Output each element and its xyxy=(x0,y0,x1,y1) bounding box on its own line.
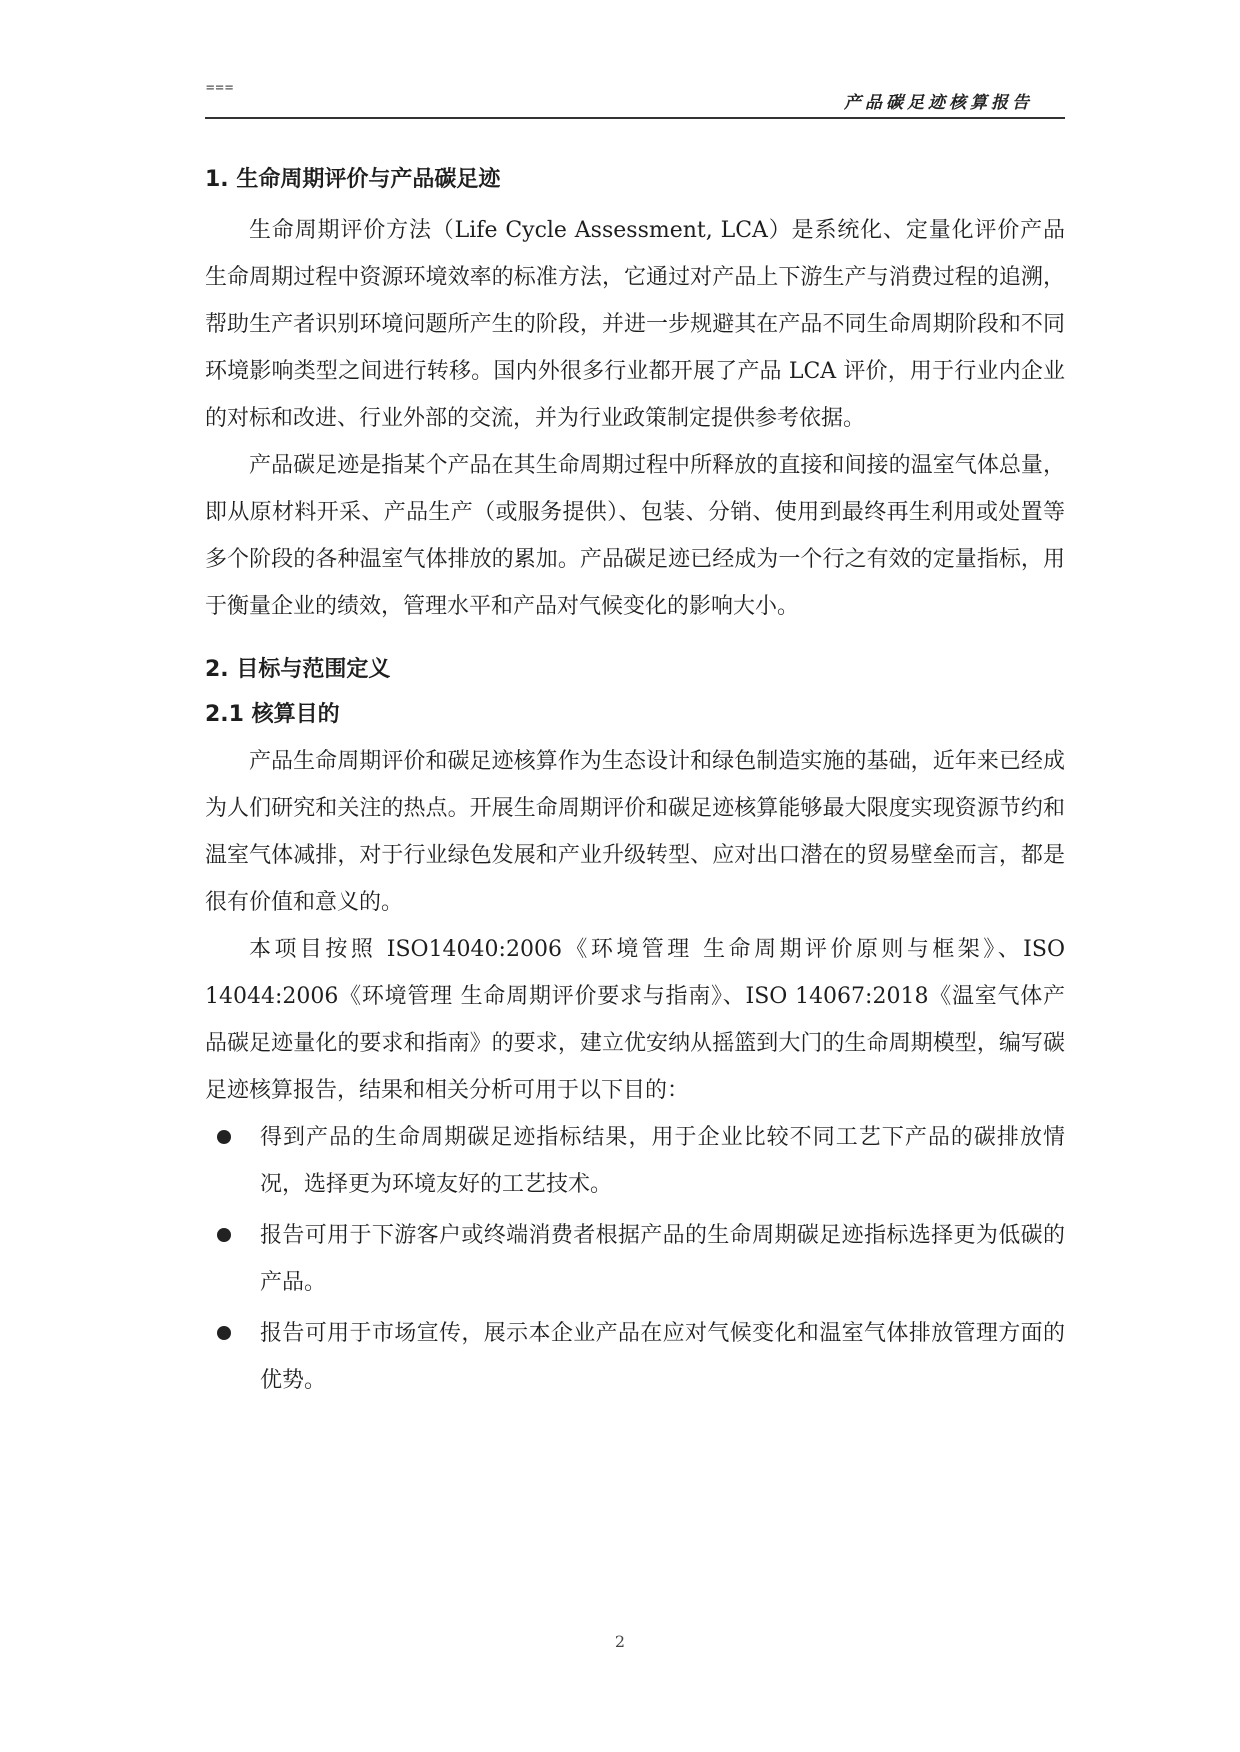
section-1-heading: 1. 生命周期评价与产品碳足迹 xyxy=(205,167,501,192)
section-2-1-paragraph-1: 产品生命周期评价和碳足迹核算作为生态设计和绿色制造实施的基础，近年来已经成为人们研究和关注的热点。开展生命周期评价和碳足迹核算能够最大限度实现资源节约和温室气体减排，对于行业绿色发展和产业升级转型、应对出口潜在的贸易壁垒而言，都是很有价值和意义的。 xyxy=(205,749,1065,915)
header-rule xyxy=(205,117,1065,119)
header-mark: === xyxy=(206,80,235,96)
section-1-paragraph-2: 产品碳足迹是指某个产品在其生命周期过程中所释放的直接和间接的温室气体总量，即从原材料开采、产品生产（或服务提供）、包装、分销、使用到最终再生利用或处置等多个阶段的各种温室气体排放的累加。产品碳足迹已经成为一个行之有效的定量指标，用于衡量企业的绩效，管理水平和产品对气候变化的影响大小。 xyxy=(205,453,1065,619)
section-2-1-heading: 2.1 核算目的 xyxy=(205,702,340,727)
list-item xyxy=(205,1212,1065,1306)
header-title: 产品碳足迹核算报告 xyxy=(844,93,1033,113)
bullet-icon xyxy=(217,1228,231,1242)
bullet-icon xyxy=(217,1326,231,1340)
document-body xyxy=(205,150,1065,1408)
bullet-icon xyxy=(217,1130,231,1144)
bullet-text: 报告可用于下游客户或终端消费者根据产品的生命周期碳足迹指标选择更为低碳的产品。 xyxy=(260,1223,1065,1295)
section-2-1-paragraph-2: 本项目按照 ISO14040:2006《环境管理 生命周期评价原则与框架》、ISO 14044:2006《环境管理 生命周期评价要求与指南》、ISO 14067:2018《温室气体产品碳足迹量化的要求和指南》的要求，建立优安纳从摇篮到大门的生命周期模型，编写碳足迹核算报告，结果和相关分析可用于以下目的： xyxy=(205,937,1065,1103)
section-1-paragraph-1: 生命周期评价方法（Life Cycle Assessment, LCA）是系统化、定量化评价产品生命周期过程中资源环境效率的标准方法，它通过对产品上下游生产与消费过程的追溯，帮助生产者识别环境问题所产生的阶段，并进一步规避其在产品不同生命周期阶段和不同环境影响类型之间进行转移。国内外很多行业都开展了产品 LCA 评价，用于行业内企业的对标和改进、行业外部的交流，并为行业政策制定提供参考依据。 xyxy=(205,218,1065,431)
page-number: 2 xyxy=(614,1632,626,1651)
list-item xyxy=(205,1310,1065,1404)
bullet-text: 报告可用于市场宣传，展示本企业产品在应对气候变化和温室气体排放管理方面的优势。 xyxy=(260,1321,1065,1393)
list-item xyxy=(205,1114,1065,1208)
purpose-bullet-list xyxy=(205,1114,1065,1404)
section-2-heading: 2. 目标与范围定义 xyxy=(205,657,391,682)
bullet-text: 得到产品的生命周期碳足迹指标结果，用于企业比较不同工艺下产品的碳排放情况，选择更为环境友好的工艺技术。 xyxy=(260,1125,1065,1197)
